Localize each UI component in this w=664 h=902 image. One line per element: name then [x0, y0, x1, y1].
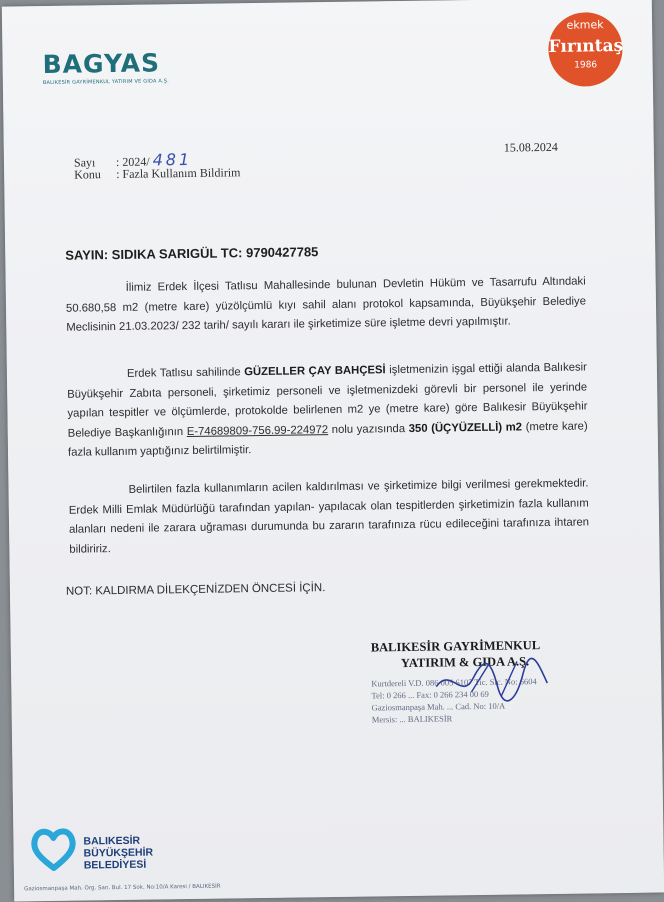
- balikesir-buyuksehir-logo: [29, 826, 154, 877]
- bbb-logo-text: [83, 835, 153, 872]
- konu-line: [74, 165, 241, 182]
- handwritten-signature: [431, 655, 552, 707]
- paragraph-2-text-a: Erdek Tatlısu sahilinde: [126, 366, 245, 380]
- firintas-logo-top: ekmek: [566, 18, 604, 32]
- firintas-logo: [548, 12, 623, 87]
- excess-area: 350 (ÜÇYÜZELLİ) m2: [408, 420, 523, 435]
- paragraph-1: İlimiz Erdek İlçesi Tatlısu Mahallesinde bulunan Devletin Hüküm ve Tasarrufu Altındaki 50.680,58 m2 (metre kare) yüzölçümlü kıyı sahil alanı protokol kapsamında, Büyükşehir Belediye Meclisinin 21.03.2023/ 232 tarih/ sayılı kararı ile şirketimize süre işletme devri yapılmıştır.: [65, 275, 587, 334]
- paragraph-2-text-c: nolu yazısında: [328, 422, 409, 436]
- paragraph-2-text-d: (metre kare) fazla kullanım yaptığınız belirtilmiştir.: [67, 419, 588, 459]
- bbb-logo-line1: BALIKESİR: [83, 834, 141, 848]
- firintas-logo-name: Fırıntaş: [548, 35, 624, 57]
- sayi-value: : 2024/: [115, 154, 150, 170]
- bbb-logo-line2: BÜYÜKŞEHİR: [83, 846, 154, 860]
- bagyas-logo: [42, 48, 169, 86]
- bagyas-logo-name: BAGYAS: [42, 48, 161, 80]
- stamp-line-1: Kurtdereli V.D. 086 005 6107 Tic. Sic. No: 6604: [371, 676, 537, 689]
- footer-address: Gaziosmanpaşa Mah. Org. San. Bul. 17 Sok. No:10/A Karesi / BALIKESİR: [24, 883, 221, 893]
- paragraph-2: [67, 358, 588, 463]
- bbb-logo-line3: BELEDİYESİ: [83, 858, 147, 872]
- paragraph-2-text-b: işletmenizin işgal ettiği alanda Balıkesir Büyükşehir Zabıta personeli, şirketimiz personeli ve işletmenizdeki görevli bir personel ile yerinde yapılan tespitler ve ölçümlerde, protokolde belirlenen m2 ye (metre kare) göre Balıkesir Büyükşehir Belediye Başkanlığının: [67, 361, 588, 440]
- business-name: GÜZELLER ÇAY BAHÇESİ: [244, 364, 386, 379]
- konu-value: : Fazla Kullanım Bildirim: [116, 165, 241, 182]
- stamp-line-3: Gaziosmanpaşa Mah. ... Cad. No: 10/A: [371, 700, 506, 713]
- bagyas-logo-subtitle: BALIKESİR GAYRİMENKUL YATIRIM VE GIDA A.Ş.: [42, 78, 169, 87]
- company-name-line1: BALIKESİR GAYRİMENKUL: [370, 638, 541, 655]
- sayi-label: Sayı: [73, 155, 96, 170]
- company-name-line2: YATIRIM & GIDA A.Ş.: [400, 654, 530, 671]
- paragraph-3: Belirtilen fazla kullanımların acilen kaldırılması ve şirketimize bilgi verilmesi gerekmektedir. Erdek Milli Emlak Müdürlüğü tarafından yapılan- yapılacak olan tespitlerden şirketimizin fazla kullanım alanları nedeni ile zarara uğraması durumunda bu zararın tarafınıza rücu edileceğini tarafınıza ihtaren bildiririz.: [68, 477, 590, 556]
- stamp-line-2: Tel: 0 266 ... Fax: 0 266 234 00 69: [371, 688, 489, 701]
- sayi-handwritten-number: 481: [152, 149, 193, 170]
- letter-sheet: [2, 0, 664, 901]
- firintas-logo-year: 1986: [574, 60, 598, 71]
- document-reference-number: E-74689809-756.99-224972: [186, 423, 329, 438]
- letter-date: 15.08.2024: [503, 139, 558, 155]
- heart-logo-icon: [29, 826, 78, 873]
- konu-label: Konu: [74, 167, 101, 182]
- stamp-line-4: Mersis: ... BALIKESİR: [371, 713, 453, 725]
- note-line: NOT: KALDIRMA DİLEKÇENİZDEN ÖNCESİ İÇİN.: [65, 582, 326, 598]
- recipient-line: SAYIN: SIDIKA SARIGÜL TC: 9790427785: [65, 244, 319, 263]
